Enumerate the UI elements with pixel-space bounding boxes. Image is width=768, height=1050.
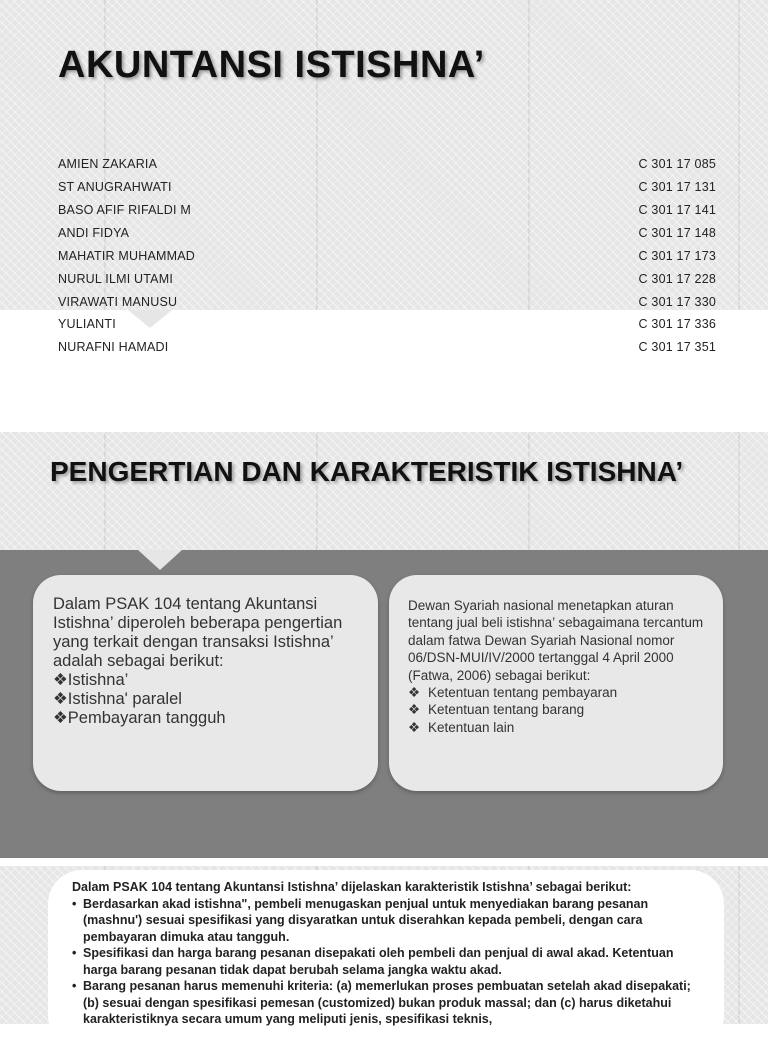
bullet-dot-icon: • (72, 896, 77, 911)
fatwa-content (408, 597, 708, 736)
list-item (53, 690, 363, 709)
definitions-box (33, 575, 378, 791)
member-row (58, 317, 716, 337)
member-row (58, 272, 716, 292)
list-item (72, 978, 702, 1028)
list-item-label: Istishna' paralel (67, 690, 182, 708)
member-id: C 301 17 228 (638, 272, 716, 286)
member-id: C 301 17 336 (638, 317, 716, 331)
member-id: C 301 17 148 (638, 226, 716, 240)
diamond-bullet-icon: ❖ (408, 702, 421, 718)
slide-characteristics (0, 866, 768, 1024)
member-row (58, 340, 716, 360)
member-id: C 301 17 330 (638, 295, 716, 309)
fatwa-intro: Dewan Syariah nasional menetapkan aturan tentang jual beli istishna’ sebagaimana tercantum dalam fatwa Dewan Syariah Nasional nomor 06/DSN-MUI/IV/2000 tertanggal 4 April 2000 (Fatwa, 2006) sebagai berikut: (408, 598, 704, 683)
bullet-dot-icon: • (72, 946, 77, 960)
diamond-bullet-icon: ❖ (53, 709, 68, 727)
member-name: MAHATIR MUHAMMAD (58, 249, 195, 263)
characteristics-content (72, 879, 702, 1028)
member-name: NURAFNI HAMADI (58, 340, 169, 354)
member-id: C 301 17 085 (638, 157, 716, 171)
list-item (408, 719, 708, 736)
diamond-bullet-icon: ❖ (408, 685, 421, 701)
list-item-label: Istishna’ (67, 671, 129, 689)
definitions-intro: Dalam PSAK 104 tentang Akuntansi Istishna’ diperoleh beberapa pengertian yang terkait dengan transaksi Istishna’ adalah sebagai berikut: (53, 595, 343, 670)
list-item-label: Pembayaran tangguh (67, 709, 226, 727)
slide-divider (0, 418, 768, 432)
list-item-label: Spesifikasi dan harga barang pesanan disepakati oleh pembeli dan penjual di awal akad. Ketentuan harga barang pesanan tidak dapat berubah selama jangka waktu akad. (83, 946, 674, 977)
member-row (58, 203, 716, 223)
list-item-label: Ketentuan tentang pembayaran (428, 685, 618, 701)
list-item (72, 896, 702, 946)
member-name: VIRAWATI MANUSU (58, 295, 178, 309)
definitions-content (53, 595, 363, 728)
member-id: C 301 17 141 (638, 203, 716, 217)
diamond-bullet-icon: ❖ (53, 690, 68, 708)
list-item (53, 709, 363, 728)
member-row (58, 180, 716, 200)
list-item (408, 701, 708, 718)
member-id: C 301 17 173 (638, 249, 716, 263)
slide-title: PENGERTIAN DAN KARAKTERISTIK ISTISHNA’ (50, 456, 684, 487)
member-name: YULIANTI (58, 317, 116, 331)
member-row (58, 226, 716, 246)
slide-divider (0, 858, 768, 866)
slide-header-background (0, 432, 768, 550)
member-name: NURUL ILMI UTAMI (58, 272, 174, 286)
characteristics-intro: Dalam PSAK 104 tentang Akuntansi Istishna’ dijelaskan karakteristik Istishna’ sebagai berikut: (72, 880, 632, 894)
list-item (408, 684, 708, 701)
slide-notch (138, 550, 182, 570)
member-id: C 301 17 351 (638, 340, 716, 354)
member-name: AMIEN ZAKARIA (58, 157, 158, 171)
member-name: ANDI FIDYA (58, 226, 130, 240)
fatwa-box (389, 575, 723, 791)
list-item-label: Ketentuan tentang barang (428, 702, 585, 718)
bullet-dot-icon: • (72, 979, 77, 993)
slide-definitions (0, 432, 768, 858)
list-item-label: Berdasarkan akad istishna", pembeli menugaskan penjual untuk menyediakan barang pesanan (mashnu') sesuai spesifikasi yang disyaratkan untuk diserahkan kepada pembeli, dengan cara pembayaran dimuka atau tangguh. (83, 896, 649, 944)
member-row (58, 295, 716, 315)
member-name: BASO AFIF RIFALDI M (58, 203, 191, 217)
member-row (58, 157, 716, 177)
slide-title-members (0, 0, 768, 418)
diamond-bullet-icon: ❖ (408, 719, 421, 735)
list-item-label: Ketentuan lain (428, 719, 515, 735)
list-item-label: Barang pesanan harus memenuhi kriteria: (a) memerlukan proses pembuatan setelah akad disepakati; (b) sesuai dengan spesifikasi pemesan (customized) bukan produk massal; dan (c) harus diketahui karakteristiknya secara umum yang meliputi jenis, spesifikasi teknis, (83, 979, 691, 1026)
member-id: C 301 17 131 (638, 180, 716, 194)
member-name: ST ANUGRAHWATI (58, 180, 172, 194)
member-row (58, 249, 716, 269)
list-item (72, 945, 702, 978)
diamond-bullet-icon: ❖ (53, 671, 68, 689)
list-item (53, 671, 363, 690)
slide-title: AKUNTANSI ISTISHNA’ (58, 44, 485, 86)
